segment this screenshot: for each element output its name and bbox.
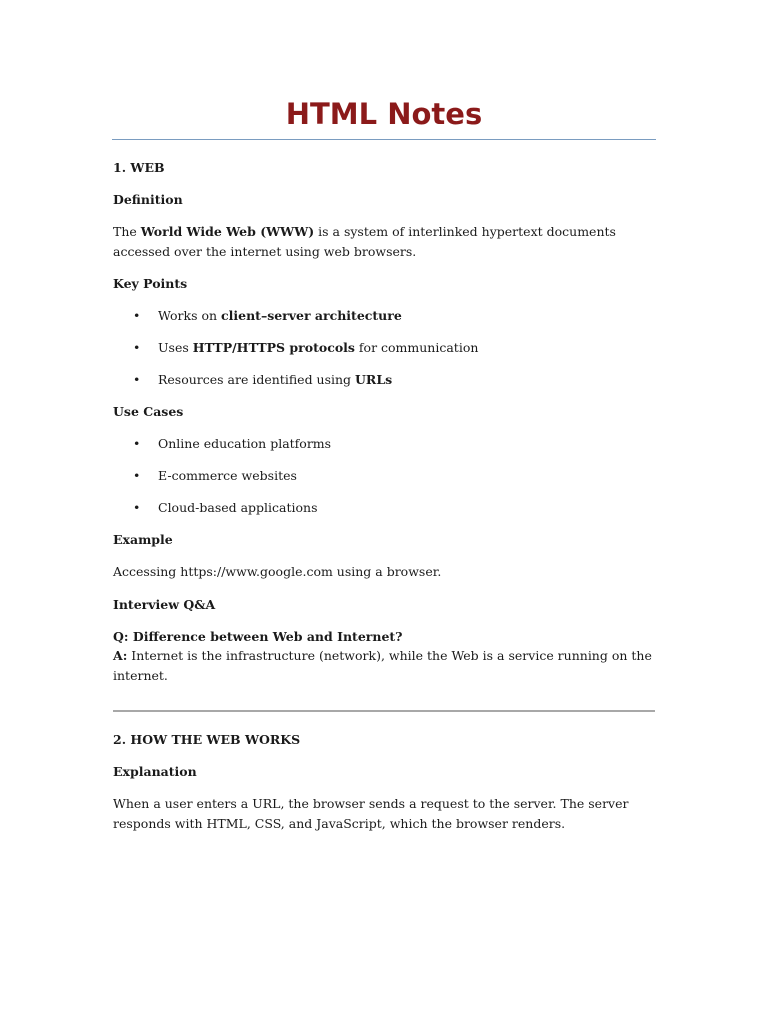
use-case-item: E-commerce websites bbox=[158, 468, 297, 483]
use-case-item: Online education platforms bbox=[158, 436, 332, 451]
key-point-item bbox=[158, 338, 478, 358]
answer-label: A: bbox=[113, 648, 128, 663]
example-text: Accessing https://www.google.com using a browser. bbox=[113, 564, 442, 579]
bullet-icon: • bbox=[133, 468, 141, 483]
interview-heading: Interview Q&A bbox=[113, 597, 216, 612]
definition-text-post: is a system of interlinked hypertext documents accessed over the internet using web browsers. bbox=[113, 224, 616, 259]
key-point-bold: client–server architecture bbox=[221, 308, 402, 323]
section-1-heading: 1. WEB bbox=[113, 160, 165, 175]
key-point-bold: URLs bbox=[355, 372, 393, 387]
key-point-pre: Works on bbox=[158, 308, 222, 323]
definition-heading: Definition bbox=[113, 192, 183, 207]
bullet-icon: • bbox=[133, 372, 141, 387]
page-title: HTML Notes bbox=[285, 97, 483, 131]
answer-text: Internet is the infrastructure (network), while the Web is a service running on the internet. bbox=[113, 648, 652, 683]
key-point-post: for communication bbox=[354, 340, 479, 355]
example-heading: Example bbox=[113, 532, 173, 547]
section-2-heading: 2. HOW THE WEB WORKS bbox=[113, 732, 301, 747]
explanation-text: When a user enters a URL, the browser sends a request to the server. The server responds with HTML, CSS, and JavaScript, which the browser renders. bbox=[113, 796, 629, 831]
use-case-item: Cloud-based applications bbox=[158, 500, 318, 515]
interview-answer bbox=[113, 646, 658, 685]
bullet-icon: • bbox=[133, 340, 141, 355]
explanation-heading: Explanation bbox=[113, 764, 197, 779]
section-divider bbox=[113, 710, 655, 712]
definition-text-pre: The bbox=[113, 224, 141, 239]
title-underline bbox=[112, 139, 656, 140]
key-points-heading: Key Points bbox=[113, 276, 188, 291]
bullet-icon: • bbox=[133, 436, 141, 451]
definition-text-bold: World Wide Web (WWW) bbox=[140, 224, 315, 239]
definition-paragraph bbox=[113, 222, 658, 261]
bullet-icon: • bbox=[133, 500, 141, 515]
key-point-pre: Resources are identified using bbox=[158, 372, 356, 387]
key-point-bold: HTTP/HTTPS protocols bbox=[192, 340, 355, 355]
bullet-icon: • bbox=[133, 308, 141, 323]
interview-question: Q: Difference between Web and Internet? bbox=[113, 629, 403, 644]
key-point-item bbox=[158, 306, 402, 326]
key-point-item bbox=[158, 370, 392, 390]
key-point-pre: Uses bbox=[158, 340, 193, 355]
use-cases-heading: Use Cases bbox=[113, 404, 184, 419]
